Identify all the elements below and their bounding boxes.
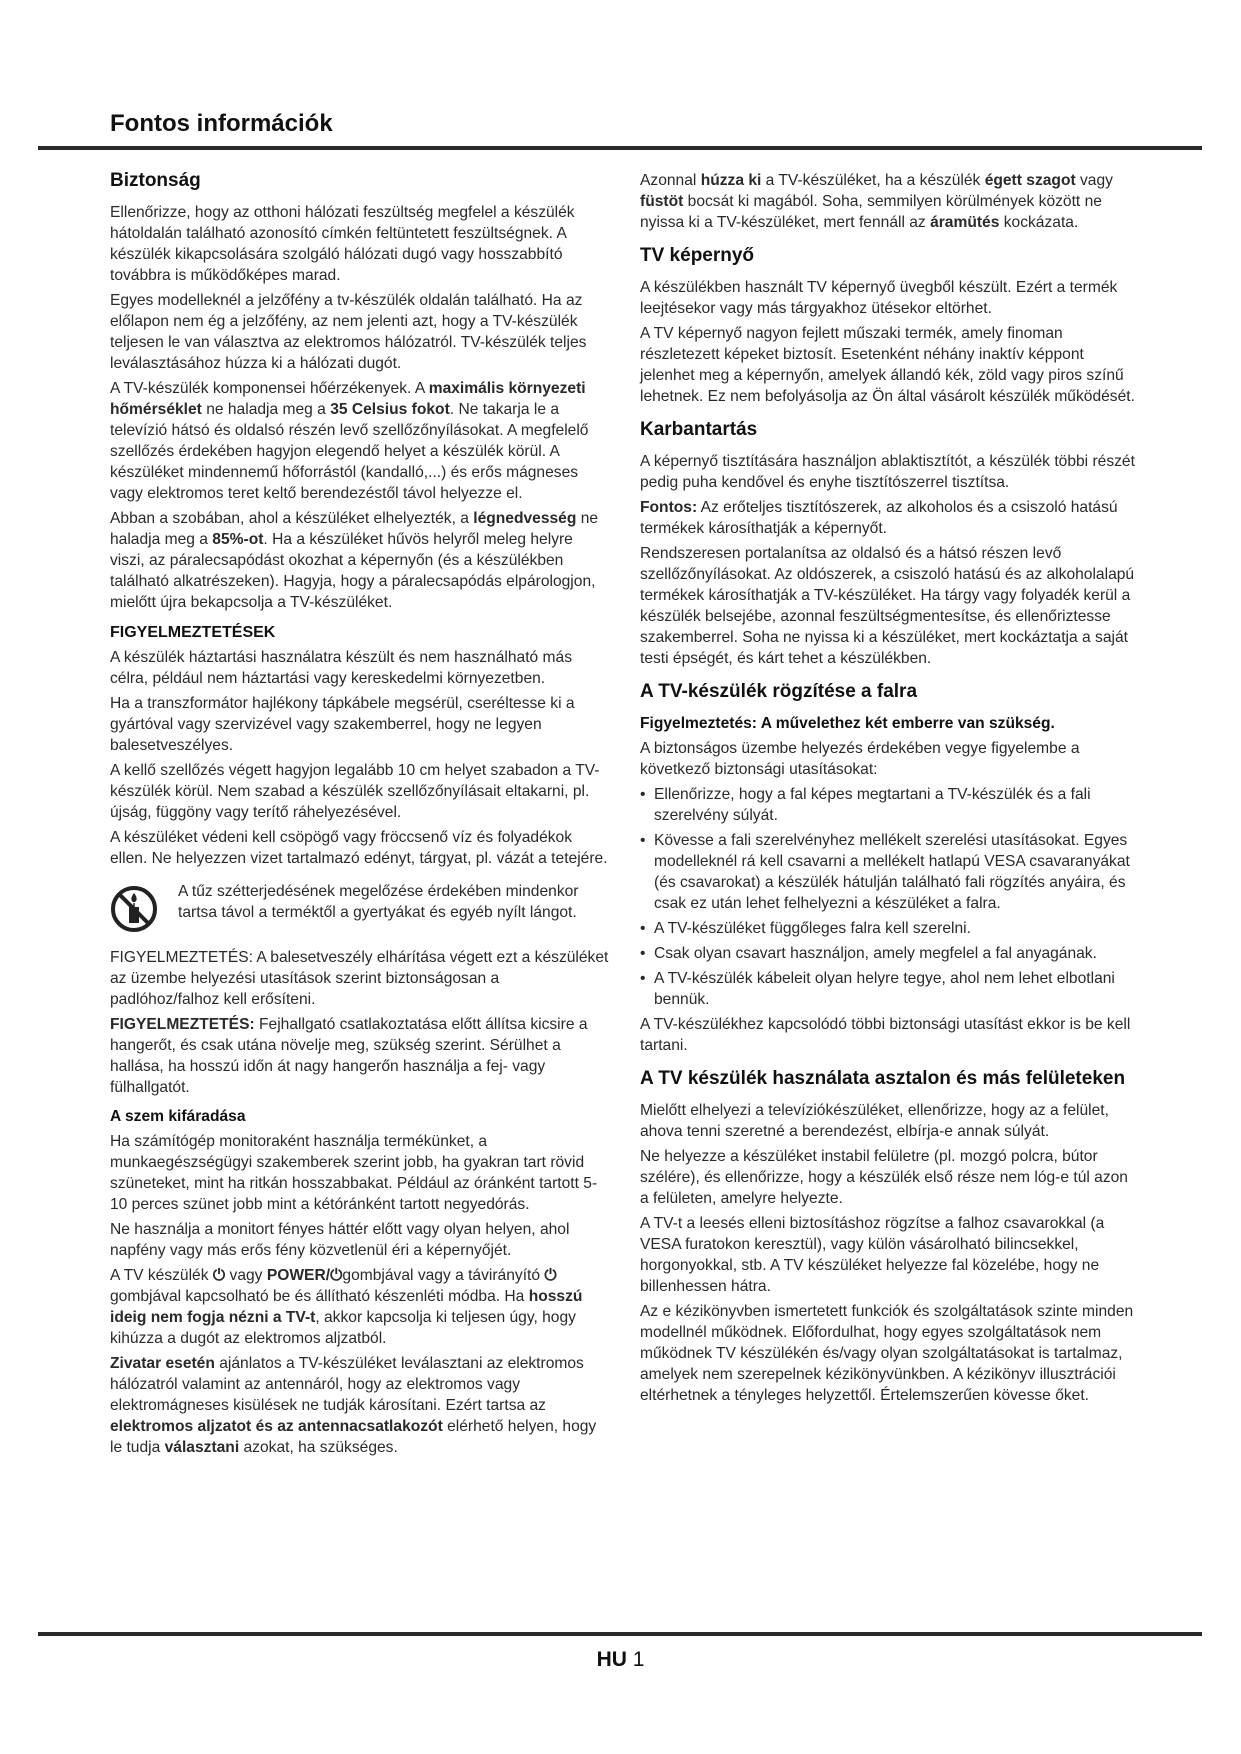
paragraph: Abban a szobában, ahol a készüléket elhelyezték, a légnedvesség ne haladja meg a 85%-ot. Ha a készüléket hűvös helyről meleg helyre viszi, az páralecsapódást okozhat a képernyőn (és a készülékben található alkatrészeken). Hagyja, hogy a páralecsapódás elpárologjon, mielőtt újra bekapcsolja a TV-készüléket.: [110, 510, 599, 611]
power-icon: ⏻: [330, 1267, 343, 1284]
paragraph: Az e kézikönyvben ismertetett funkciók és szolgáltatások szinte minden modellnél működnek. Előfordulhat, hogy egyes szolgáltatások nem működnek TV készülékén és/vagy olyan szolgáltatásokat is tartalmaz, amelyek nem szerepelnek kézikönyvünkben. A kézikönyv illusztrációi eltérhetnek a tényleges helyzettől. Értelemszerűen kövesse őket.: [640, 1303, 1134, 1404]
heading-karbantartas: Karbantartás: [640, 419, 758, 440]
paragraph: A biztonságos üzembe helyezés érdekében vegye figyelembe a következő biztonsági utasításokat:: [640, 740, 1080, 778]
paragraph: Azonnal húzza ki a TV-készüléket, ha a készülék égett szagot vagy füstöt bocsát ki magából. Soha, semmilyen körülmények között ne nyissa ki a TV-készüléket, mert fennáll az áramütés kockázata.: [640, 172, 1113, 231]
no-open-flame-icon: [110, 885, 158, 933]
paragraph: A TV készülék ⏻ vagy POWER/⏻gombjával vagy a távirányító ⏻ gombjával kapcsolható be és állítható készenléti módba. Ha hosszú ideig nem fogja nézni a TV-t, akkor kapcsolja ki teljesen úgy, hogy kihúzza a dugót az elektromos aljzatból.: [110, 1267, 583, 1347]
page-number: HU 1: [596, 1648, 645, 1671]
paragraph: Ha a transzformátor hajlékony tápkábele megsérül, cseréltesse ki a gyártóval vagy szervizével vagy szakemberrel, hogy ne legyen balesetveszélyes.: [110, 695, 575, 754]
paragraph: A TV képernyő nagyon fejlett műszaki termék, amely finoman részletezett képeket biztosít. Esetenként néhány inaktív képpont jelenhet meg a képernyőn, amelyek állandó kék, zöld vagy piros színű lehetnek. Ez nem befolyásolja az Ön által vásárolt készülék működését.: [640, 325, 1135, 405]
paragraph: A képernyő tisztítására használjon ablaktisztítót, a készülék többi részét pedig puha kendővel és enyhe tisztítószerrel tisztítsa.: [640, 453, 1135, 491]
bullet-list: [640, 784, 1140, 1010]
paragraph: Mielőtt elhelyezi a televíziókészüléket, ellenőrizze, hogy az a felület, ahova tenni szeretné a berendezést, elbírja-e annak súlyát.: [640, 1102, 1109, 1140]
paragraph: Zivatar esetén ajánlatos a TV-készüléket leválasztani az elektromos hálózatról valamint az antennáról, hogy az elektromos vagy elektromágneses kisülések ne tudják károsítani. Ezért tartsa az elektromos aljzatot és az antennacsatlakozót elérhető helyen, hogy le tudja választani azokat, ha szükséges.: [110, 1355, 597, 1456]
paragraph: Rendszeresen portalanítsa az oldalsó és a hátsó részen levő szellőzőnyílásokat. Az oldószerek, a csiszoló hatású és az alkoholalapú termékek károsíthatják a TV-készüléket. Ha tárgy vagy folyadék kerül a készülék belsejébe, azonnal feszültségmentesítse, és ellenőriztesse szakemberrel. Soha ne nyissa ki a készüléket, mert kockáztatja a saját testi épségét, és kárt tehet a készülékben.: [640, 545, 1135, 667]
paragraph: Ha számítógép monitoraként használja termékünket, a munkaegészségügyi szakemberek szerint jobb, ha gyakran tart rövid szüneteket, mint ha ritkán hosszabbakat. Például az óránként tartott 5-10 perces szünet jobb mint a kétóránként tartott negyedórás.: [110, 1133, 598, 1213]
paragraph: A készülékben használt TV képernyő üvegből készült. Ezért a termék leejtésekor vagy más tárgyakhoz ütésekor eltörhet.: [640, 279, 1118, 317]
fire-warning: [110, 881, 610, 933]
heading-biztonsag: Biztonság: [110, 170, 201, 191]
paragraph: A készülék háztartási használatra készült és nem használható más célra, például nem háztartási vagy kereskedelmi környezetben.: [110, 649, 572, 687]
heading-figyelmeztetesek: FIGYELMEZTETÉSEK: [110, 624, 276, 641]
paragraph: Ellenőrizze, hogy az otthoni hálózati feszültség megfelel a készülék hátoldalán található azonosító címkén feltüntetett feszültségnek. A készülék kikapcsolására szolgáló hálózati dugó vagy hosszabbító továbbra is működőképes marad.: [110, 204, 575, 284]
list-item: • Ellenőrizze, hogy a fal képes megtartani a TV-készülék és a fali szerelvény súlyát.: [640, 784, 1140, 826]
list-item: • Kövesse a fali szerelvényhez mellékelt szerelési utasításokat. Egyes modelleknél rá kell csavarni a mellékelt hatlapú VESA csavaranyákat (és csavarokat) a készülék hátulján található fali rögzítés anyáira, és csak ez után lehet felhelyezni a készüléket a falra.: [640, 830, 1140, 914]
bottom-divider: [38, 1632, 1202, 1636]
paragraph: A TV-készülékhez kapcsolódó többi biztonsági utasítást ekkor is be kell tartani.: [640, 1016, 1131, 1054]
right-column: [640, 170, 1140, 1410]
power-icon: ⏻: [544, 1267, 557, 1284]
top-divider: [38, 146, 1202, 150]
paragraph: Ne használja a monitort fényes háttér előtt vagy olyan helyen, ahol napfény vagy más erős fény közvetlenül éri a képernyőjét.: [110, 1221, 570, 1259]
list-item: • Csak olyan csavart használjon, amely megfelel a fal anyagának.: [640, 943, 1140, 964]
list-item: • A TV-készüléket függőleges falra kell szerelni.: [640, 918, 1140, 939]
paragraph: A TV-t a leesés elleni biztosításhoz rögzítse a falhoz csavarokkal (a VESA furatokon keresztül), vagy külön vásárolható bilincsekkel, horgonyokkal, stb. A TV készüléket helyezze fal közelébe, hogy ne billenhessen hátra.: [640, 1215, 1105, 1295]
fire-warning-text: A tűz szétterjedésének megelőzése érdekében mindenkor tartsa távol a terméktől a gyertyákat és egyéb nyílt lángot.: [178, 883, 579, 921]
heading-tv-kepernyo: TV képernyő: [640, 245, 755, 266]
warning-line: Figyelmeztetés: A művelethez két emberre van szükség.: [640, 715, 1055, 732]
paragraph: A TV-készülék komponensei hőérzékenyek. A maximális környezeti hőmérséklet ne haladja meg a 35 Celsius fokot. Ne takarja le a televízió hátsó és oldalsó részén levő szellőzőnyílásokat. A megfelelő szellőzés érdekében hagyjon elegendő helyet a készülék körül. A készüléket mindennemű hőforrástól (kandalló,...) és erős mágneses vagy elektromos teret keltő berendezéstől távol helyezze el.: [110, 380, 589, 502]
left-column: [110, 170, 610, 1462]
heading-asztalon: A TV készülék használata asztalon és más felületeken: [640, 1068, 1126, 1089]
power-icon: ⏻: [212, 1267, 226, 1284]
paragraph: Egyes modelleknél a jelzőfény a tv-készülék oldalán található. Ha az előlapon nem ég a jelzőfény, az nem jelenti azt, hogy a TV-készülék teljesen le van választva az elektromos hálózatról. TV-készülék teljes leválasztásához húzza ki a hálózati dugót.: [110, 292, 587, 372]
paragraph: Ne helyezze a készüléket instabil felületre (pl. mozgó polcra, bútor szélére), és ellenőrizze, hogy a készülék első része nem lóg-e túl azon a felületen, amelyre helyezte.: [640, 1148, 1128, 1207]
page-title: Fontos információk: [110, 110, 333, 137]
paragraph: Fontos: Az erőteljes tisztítószerek, az alkoholos és a csiszoló hatású termékek károsíthatják a képernyőt.: [640, 499, 1118, 537]
paragraph: A kellő szellőzés végett hagyjon legalább 10 cm helyet szabadon a TV-készülék körül. Nem szabad a készülék szellőzőnyílásait eltakarni, pl. újság, függöny vagy terítő ráhelyezésével.: [110, 762, 600, 821]
heading-szem-kifaradasa: A szem kifáradása: [110, 1108, 246, 1125]
paragraph: A készüléket védeni kell csöpögő vagy fröccsenő víz és folyadékok ellen. Ne helyezzen vizet tartalmazó edényt, tárgyat, pl. vázát a tetejére.: [110, 829, 608, 867]
list-item: • A TV-készülék kábeleit olyan helyre tegye, ahol nem lehet elbotlani bennük.: [640, 968, 1140, 1010]
paragraph: FIGYELMEZTETÉS: Fejhallgató csatlakoztatása előtt állítsa kicsire a hangerőt, és csak utána növelje meg, szükség szerint. Sérülhet a hallása, ha hosszú időn át nagy hangerőn használja a fej- vagy fülhallgatót.: [110, 1016, 588, 1096]
heading-falra-rogzites: A TV-készülék rögzítése a falra: [640, 681, 918, 702]
paragraph: FIGYELMEZTETÉS: A balesetveszély elhárítása végett ezt a készüléket az üzembe helyezési utasítások szerint biztonságosan a padlóhoz/falhoz kell erősíteni.: [110, 949, 609, 1008]
